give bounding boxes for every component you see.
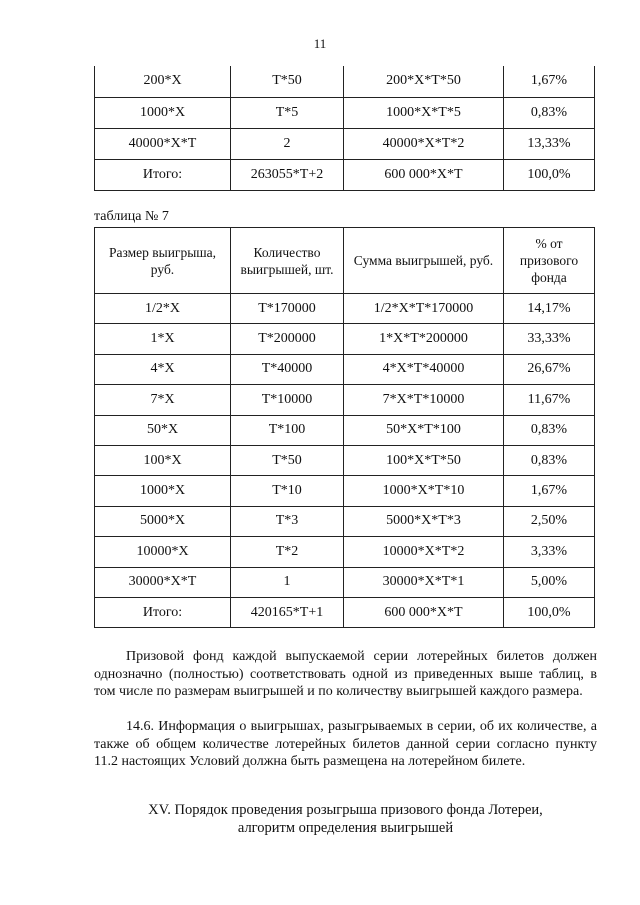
prize-count-cell: T*50 <box>231 66 344 97</box>
prize-percent-cell: 14,17% <box>504 294 595 324</box>
section-title-line-2: алгоритм определения выигрышей <box>237 820 454 836</box>
prize-size-cell: 30000*X*T <box>95 567 231 597</box>
prize-size-cell: 1000*X <box>95 97 231 128</box>
prize-sum-cell: 4*X*T*40000 <box>344 354 504 384</box>
prize-count-cell: T*10 <box>231 476 344 506</box>
prize-sum-cell: 1/2*X*T*170000 <box>344 294 504 324</box>
prize-count-cell: T*200000 <box>231 324 344 354</box>
clause-14-6-paragraph: 14.6. Информация о выигрышах, разыгрываемых в серии, об их количестве, а также об общем количестве лотерейных билетов данной серии согласно пункту 11.2 настоящих Условий должна быть размещена на лотерейном билете. <box>94 719 597 770</box>
prize-sum-cell: 1000*X*T*10 <box>344 476 504 506</box>
prize-size-cell: 40000*X*T <box>95 128 231 159</box>
prize-percent-cell: 0,83% <box>504 97 595 128</box>
prize-percent-cell: 3,33% <box>504 537 595 567</box>
section-title-line-1: XV. Порядок проведения розыгрыша призового фонда Лотереи, <box>148 802 543 818</box>
prize-sum-cell: 1*X*T*200000 <box>344 324 504 354</box>
prize-count-cell: T*2 <box>231 537 344 567</box>
table-row <box>95 476 595 506</box>
table-total-row <box>95 159 595 190</box>
prize-sum-cell: 200*X*T*50 <box>344 66 504 97</box>
table-row <box>95 66 595 97</box>
prize-table-7 <box>94 227 595 628</box>
prize-sum-cell: 50*X*T*100 <box>344 415 504 445</box>
prize-fund-paragraph: Призовой фонд каждой выпускаемой серии лотерейных билетов должен однозначно (полностью) соответствовать одной из приведенных выше таблиц, в том числе по размерам выигрышей и по количеству выигрышей каждого размера. <box>94 649 597 700</box>
prize-sum-cell: 10000*X*T*2 <box>344 537 504 567</box>
table-row <box>95 567 595 597</box>
prize-count-cell: 2 <box>231 128 344 159</box>
table-7-caption: таблица № 7 <box>94 209 169 224</box>
prize-count-cell: T*50 <box>231 445 344 475</box>
prize-count-cell: T*5 <box>231 97 344 128</box>
prize-percent-cell: 2,50% <box>504 506 595 536</box>
table-row <box>95 385 595 415</box>
prize-size-cell: 10000*X <box>95 537 231 567</box>
total-sum-cell: 600 000*X*T <box>344 597 504 627</box>
prize-sum-cell: 1000*X*T*5 <box>344 97 504 128</box>
prize-size-cell: 1/2*X <box>95 294 231 324</box>
table-row <box>95 415 595 445</box>
table-row <box>95 294 595 324</box>
prize-count-cell: T*10000 <box>231 385 344 415</box>
total-sum-cell: 600 000*X*T <box>344 159 504 190</box>
prize-sum-cell: 5000*X*T*3 <box>344 506 504 536</box>
prize-percent-cell: 1,67% <box>504 476 595 506</box>
prize-percent-cell: 11,67% <box>504 385 595 415</box>
section-xv-title <box>94 801 597 837</box>
prize-sum-cell: 30000*X*T*1 <box>344 567 504 597</box>
prize-table-continued <box>94 66 595 191</box>
prize-count-cell: 1 <box>231 567 344 597</box>
total-count-cell: 420165*T+1 <box>231 597 344 627</box>
prize-size-cell: 50*X <box>95 415 231 445</box>
prize-sum-cell: 7*X*T*10000 <box>344 385 504 415</box>
prize-count-cell: T*170000 <box>231 294 344 324</box>
prize-sum-cell: 40000*X*T*2 <box>344 128 504 159</box>
prize-percent-cell: 33,33% <box>504 324 595 354</box>
table-row <box>95 324 595 354</box>
total-percent-cell: 100,0% <box>504 159 595 190</box>
header-prize-sum: Сумма выигрышей, руб. <box>344 228 504 294</box>
prize-size-cell: 200*X <box>95 66 231 97</box>
table-row <box>95 445 595 475</box>
table-row <box>95 97 595 128</box>
total-percent-cell: 100,0% <box>504 597 595 627</box>
prize-count-cell: T*3 <box>231 506 344 536</box>
total-label-cell: Итого: <box>95 159 231 190</box>
table-row <box>95 354 595 384</box>
table-header-row <box>95 228 595 294</box>
prize-percent-cell: 1,67% <box>504 66 595 97</box>
total-count-cell: 263055*T+2 <box>231 159 344 190</box>
prize-size-cell: 7*X <box>95 385 231 415</box>
table-total-row <box>95 597 595 627</box>
table-row <box>95 506 595 536</box>
prize-size-cell: 1*X <box>95 324 231 354</box>
prize-sum-cell: 100*X*T*50 <box>344 445 504 475</box>
header-prize-size: Размер выигрыша, руб. <box>95 228 231 294</box>
prize-count-cell: T*40000 <box>231 354 344 384</box>
prize-size-cell: 1000*X <box>95 476 231 506</box>
prize-size-cell: 5000*X <box>95 506 231 536</box>
header-prize-percent: % от призового фонда <box>504 228 595 294</box>
prize-percent-cell: 13,33% <box>504 128 595 159</box>
table-row <box>95 537 595 567</box>
page-number: 11 <box>313 36 327 51</box>
header-prize-count: Количество выигрышей, шт. <box>231 228 344 294</box>
prize-percent-cell: 26,67% <box>504 354 595 384</box>
prize-count-cell: T*100 <box>231 415 344 445</box>
prize-percent-cell: 0,83% <box>504 415 595 445</box>
prize-percent-cell: 0,83% <box>504 445 595 475</box>
total-label-cell: Итого: <box>95 597 231 627</box>
prize-percent-cell: 5,00% <box>504 567 595 597</box>
table-row <box>95 128 595 159</box>
prize-size-cell: 4*X <box>95 354 231 384</box>
prize-size-cell: 100*X <box>95 445 231 475</box>
